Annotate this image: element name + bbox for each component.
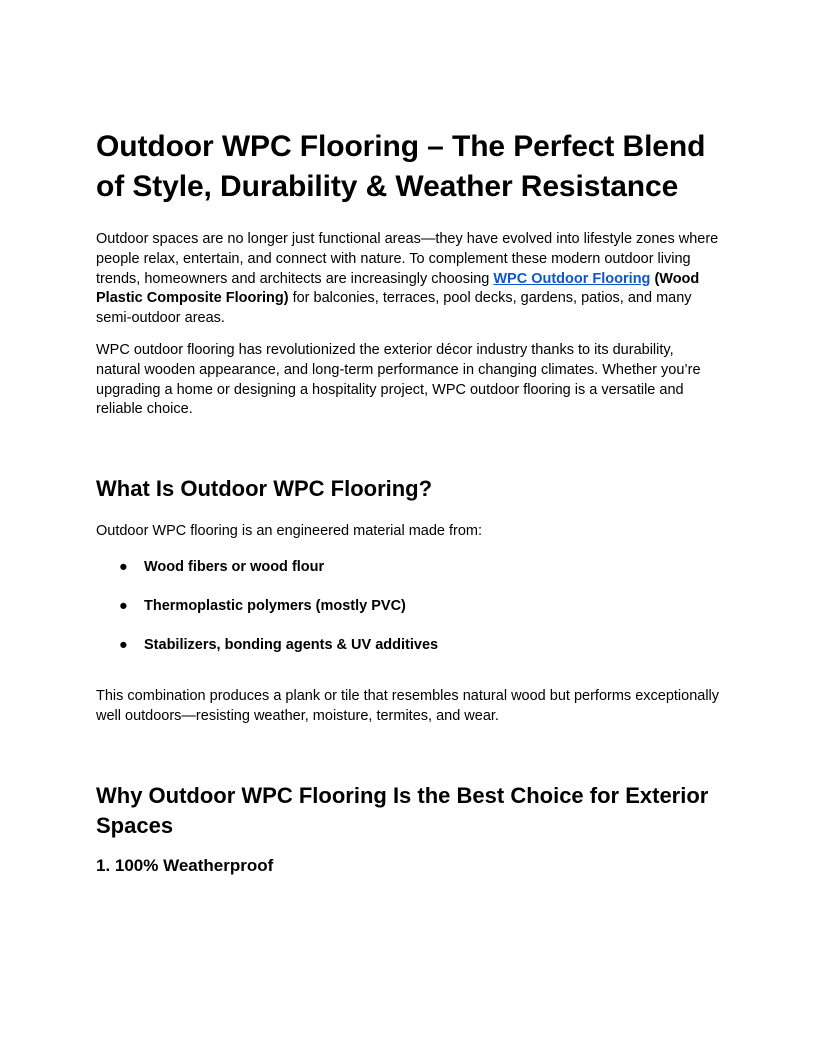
- bullet-icon: ●: [119, 636, 128, 653]
- intro-paragraph: [96, 230, 720, 329]
- intro-text-end: for balconies, terraces, pool decks, gardens, patios, and many semi-outdoor areas.: [96, 290, 692, 327]
- list-item: [96, 636, 720, 655]
- list-item-text: Stabilizers, bonding agents & UV additives: [144, 636, 439, 653]
- list-item-text: Thermoplastic polymers (mostly PVC): [144, 597, 406, 614]
- section1-outro: This combination produces a plank or tile that resembles natural wood but performs exceptionally well outdoors—resisting weather, moisture, termites, and wear.: [96, 687, 720, 724]
- list-item-text: Wood fibers or wood flour: [144, 558, 325, 575]
- intro-text: Outdoor spaces are no longer just functional areas—they have evolved into lifestyle zones where people relax, entertain, and connect with nature. To complement these modern outdoor living trends, homeowners and architects are increasingly choosing: [96, 231, 719, 287]
- bullet-icon: ●: [119, 597, 128, 614]
- section1-intro: Outdoor WPC flooring is an engineered material made from:: [96, 523, 483, 540]
- bullet-icon: ●: [119, 558, 128, 575]
- list-item: [96, 558, 720, 577]
- document-page: [96, 127, 720, 877]
- wpc-outdoor-flooring-link[interactable]: WPC Outdoor Flooring: [493, 270, 651, 287]
- document-title: Outdoor WPC Flooring – The Perfect Blend of Style, Durability & Weather Resistance: [96, 130, 706, 203]
- intro-bold-text: (Wood Plastic Composite Flooring): [96, 270, 700, 307]
- section-heading-what-is: What Is Outdoor WPC Flooring?: [96, 476, 433, 502]
- subheading-weatherproof: 1. 100% Weatherproof: [96, 855, 274, 875]
- paragraph-2: WPC outdoor flooring has revolutionized the exterior décor industry thanks to its durability, natural wooden appearance, and long-term performance in changing climates. Whether you’re upgrading a home or designing a hospitality project, WPC outdoor flooring is a versatile and reliable choice.: [96, 341, 701, 418]
- section-heading-why-choose: Why Outdoor WPC Flooring Is the Best Choice for Exterior Spaces: [96, 782, 709, 838]
- list-item: [96, 597, 720, 616]
- materials-list: [96, 558, 720, 655]
